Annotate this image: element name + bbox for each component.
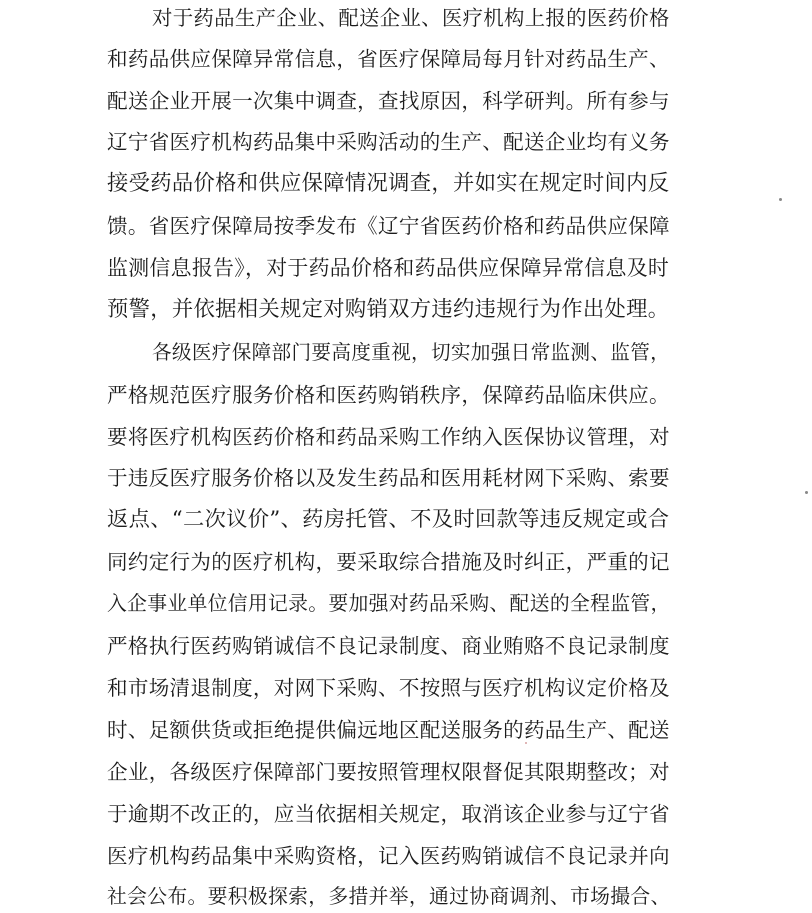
scan-speck: [779, 198, 782, 201]
paragraph-1-line-4: 辽宁省医疗机构药品集中采购活动的生产、配送企业均有义务: [107, 130, 670, 154]
paragraph-2-line-1: 各级医疗保障部门要高度重视，切实加强日常监测、监管，: [152, 341, 671, 364]
paragraph-1-line-5: 接受药品价格和供应保障情况调查，并如实在规定时间内反: [107, 171, 670, 196]
paragraph-1-line-3: 配送企业开展一次集中调查，查找原因，科学研判。所有参与: [107, 89, 670, 113]
paragraph-2-line-5: 返点、“二次议价”、药房托管、不及时回款等违反规定或合: [107, 507, 670, 532]
scan-speck: [525, 742, 527, 744]
paragraph-2-line-4: 于违反医疗服务价格以及发生药品和医用耗材网下采购、索要: [107, 466, 670, 490]
paragraph-2-line-9: 和市场清退制度，对网下采购、不按照与医疗机构议定价格及: [107, 676, 670, 700]
paragraph-2-line-11: 企业，各级医疗保障部门要按照管理权限督促其限期整改；对: [107, 760, 670, 784]
paragraph-1-line-1: 对于药品生产企业、配送企业、医疗机构上报的医药价格: [152, 6, 670, 30]
paragraph-2-line-12: 于逾期不改正的，应当依据相关规定，取消该企业参与辽宁省: [107, 802, 670, 826]
paragraph-1-line-7: 监测信息报告》，对于药品价格和药品供应保障异常信息及时: [107, 256, 670, 280]
paragraph-2-line-3: 要将医疗机构医药价格和药品采购工作纳入医保协议管理，对: [107, 425, 670, 449]
paragraph-2-line-7: 入企事业单位信用记录。要加强对药品采购、配送的全程监管，: [107, 592, 671, 615]
paragraph-1-line-6: 馈。省医疗保障局按季发布《辽宁省医药价格和药品供应保障: [107, 214, 670, 238]
paragraph-2-line-14: 社会公布。要积极探索，多措并举，通过协商调剂、市场撮合、: [107, 885, 671, 908]
paragraph-2-line-8: 严格执行医药购销诚信不良记录制度、商业贿赂不良记录制度: [107, 634, 670, 658]
paragraph-1-line-8: 预警，并依据相关规定对购销双方违约违规行为作出处理。: [107, 297, 670, 322]
paragraph-1-line-2: 和药品供应保障异常信息，省医疗保障局每月针对药品生产、: [107, 47, 670, 71]
paragraph-2-line-10: 时、足额供货或拒绝提供偏远地区配送服务的药品生产、配送: [107, 718, 670, 742]
paragraph-2-line-2: 严格规范医疗服务价格和医药购销秩序，保障药品临床供应。: [107, 383, 670, 407]
scan-speck: [805, 491, 808, 494]
paragraph-2-line-13: 医疗机构药品集中采购资格，记入医药购销诚信不良记录并向: [107, 844, 670, 868]
paragraph-2-line-6: 同约定行为的医疗机构，要采取综合措施及时纠正，严重的记: [107, 550, 670, 574]
